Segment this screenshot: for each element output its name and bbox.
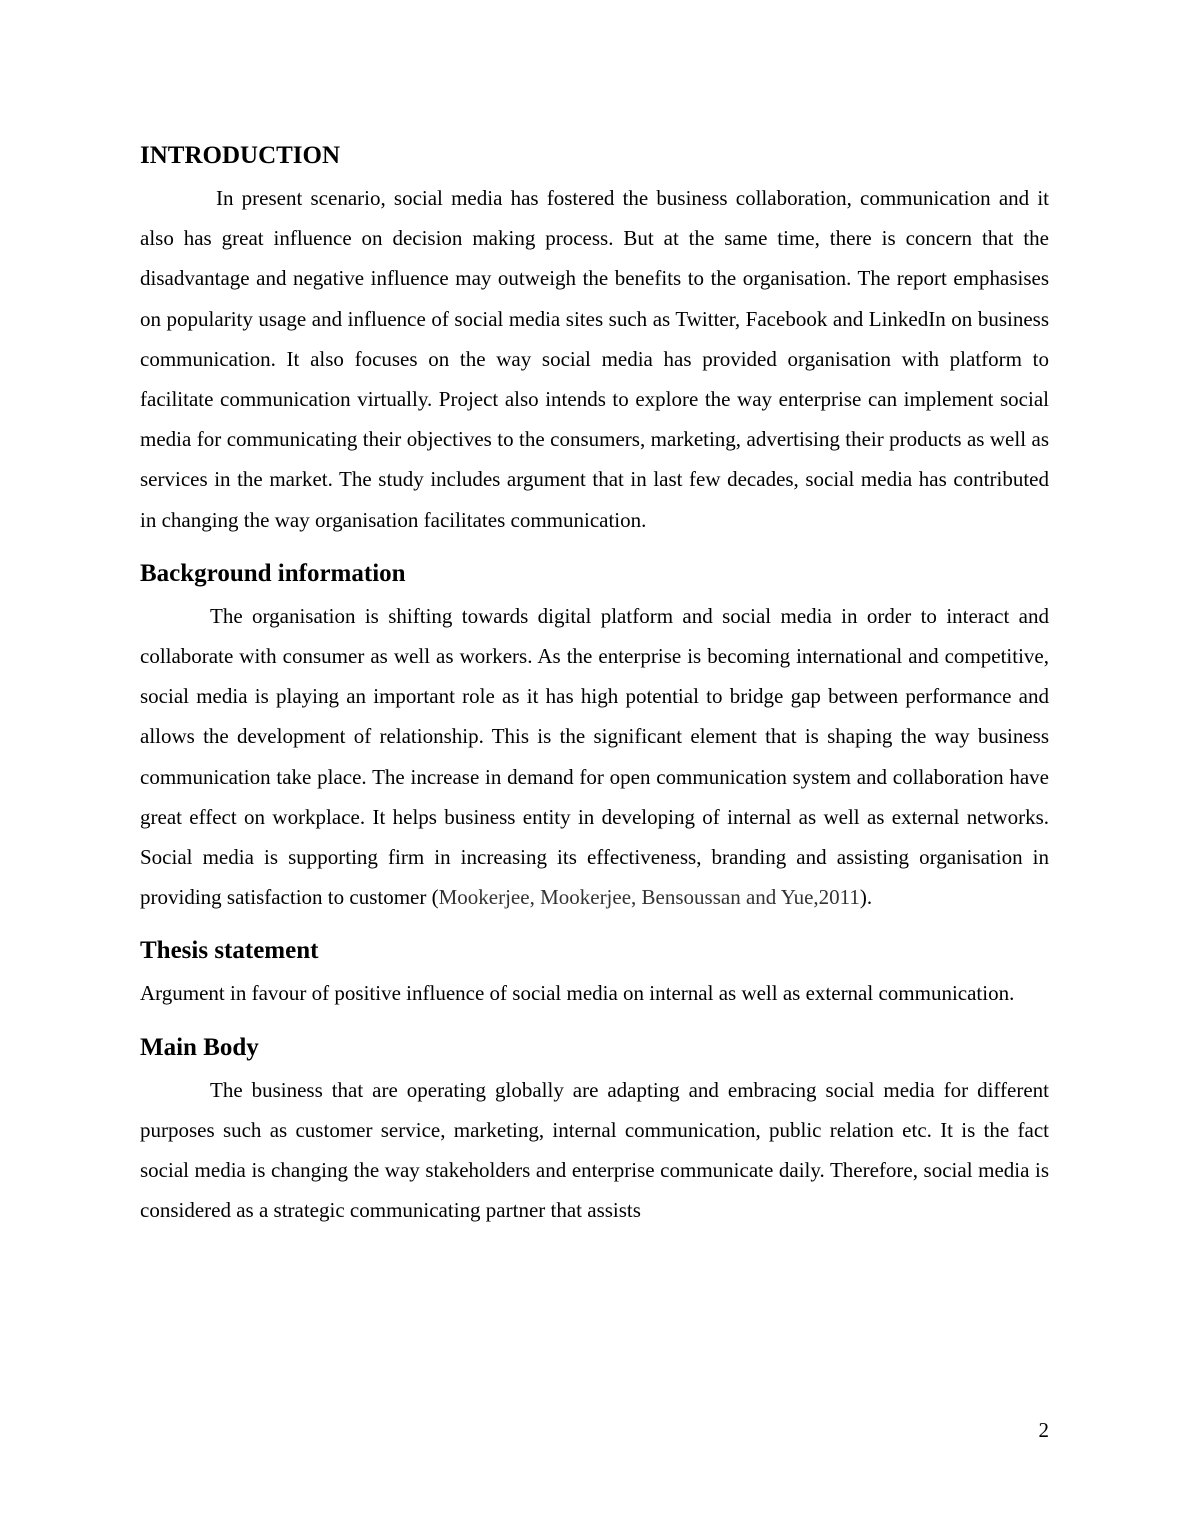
- background-paragraph: [140, 596, 1049, 918]
- page-number: 2: [1038, 1418, 1049, 1442]
- section-gap: [140, 540, 1049, 556]
- main-body-paragraph: The business that are operating globally are adapting and embracing social media for different purposes such as customer service, marketing, internal communication, public relation etc. It is the fact social media is changing the way stakeholders and enterprise communicate daily. Therefore, social media is considered as a strategic communicating partner that assists: [140, 1077, 1049, 1223]
- background-closing: ).: [859, 885, 873, 910]
- introduction-paragraph: In present scenario, social media has fostered the business collaboration, communication and it also has great influence on decision making process. But at the same time, there is concern that the disadvantage and negative influence may outweigh the benefits to the organisation. The report emphasises on popularity usage and influence of social media sites such as Twitter, Facebook and LinkedIn on business communication. It also focuses on the way social media has provided organisation with platform to facilitate communication virtually. Project also intends to explore the way enterprise can implement social media for communicating their objectives to the consumers, marketing, advertising their products as well as services in the market. The study includes argument that in last few decades, social media has contributed in changing the way organisation facilitates communication.: [140, 186, 1049, 532]
- thesis-heading: Thesis statement: [140, 937, 319, 965]
- section-gap: [140, 1014, 1049, 1030]
- background-heading: Background information: [140, 559, 406, 587]
- page-content: [140, 138, 1049, 1230]
- main-body-heading: Main Body: [140, 1033, 259, 1061]
- background-citation: Mookerjee, Mookerjee, Bensoussan and Yue,2011: [438, 885, 860, 910]
- introduction-heading: INTRODUCTION: [140, 142, 341, 169]
- thesis-paragraph: Argument in favour of positive influence of social media on internal as well as external communication.: [140, 981, 1015, 1006]
- background-text: The organisation is shifting towards digital platform and social media in order to interact and collaborate with consumer as well as workers. As the enterprise is becoming international and competitive, social media is playing an important role as it has high potential to bridge gap between performance and allows the development of relationship. This is the significant element that is shaping the way business communication take place. The increase in demand for open communication system and collaboration have great effect on workplace. It helps business entity in developing of internal as well as external networks. Social media is supporting firm in increasing its effectiveness, branding and assisting organisation in providing satisfaction to customer (: [140, 603, 1049, 910]
- section-gap: [140, 917, 1049, 933]
